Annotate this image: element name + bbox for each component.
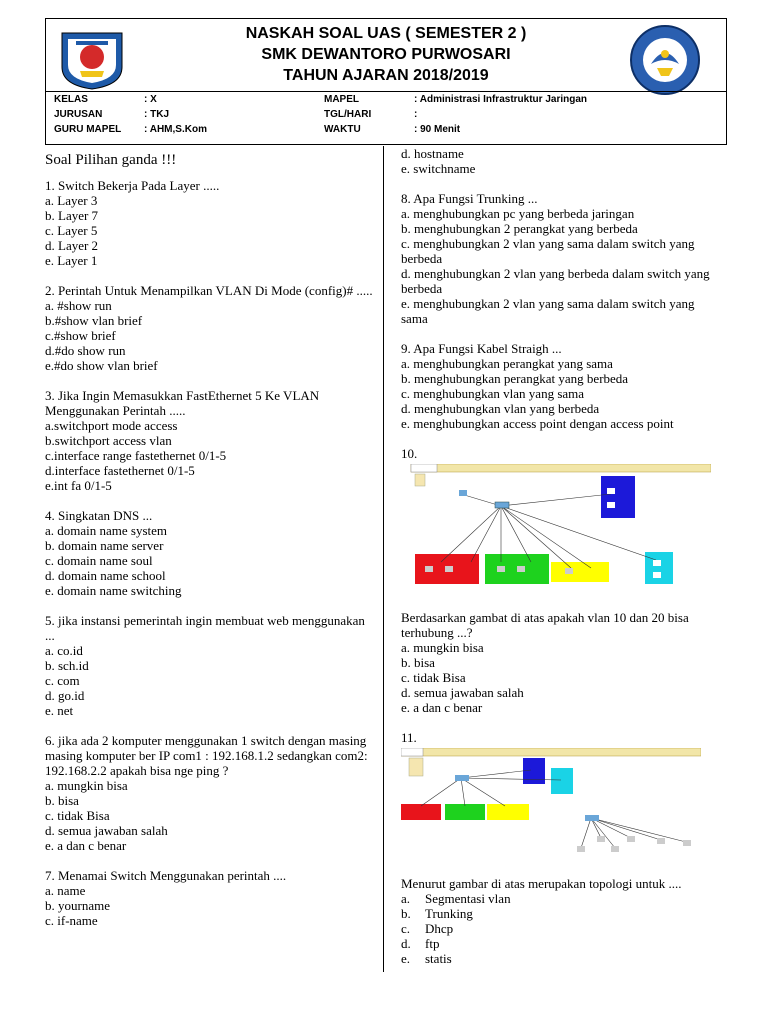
info-table [46, 91, 726, 146]
option: e. menghubungkan access point dengan access point [401, 416, 674, 431]
guru-value: : AHM,S.Kom [144, 124, 207, 135]
option: b. domain name server [45, 538, 164, 553]
option: e. a dan c benar [401, 700, 483, 715]
option: a.switchport mode access [45, 418, 178, 433]
question-3 [45, 388, 377, 493]
question-8 [401, 191, 721, 326]
question-text: 1. Switch Bekerja Pada Layer ..... [45, 178, 220, 193]
option: d. menghubungkan 2 vlan yang berbeda dalam switch yang berbeda [401, 266, 710, 296]
option: e. switchname [401, 161, 476, 176]
jurusan-value: : TKJ [144, 109, 169, 120]
option: c.#show brief [45, 328, 116, 343]
question-text: 5. jika instansi pemerintah ingin membuat web menggunakan ... [45, 613, 365, 643]
title-line-3: TAHUN AJARAN 2018/2019 [283, 67, 489, 84]
question-text: Berdasarkan gambat di atas apakah vlan 10 dan 20 bisa terhubung ...? [401, 610, 689, 640]
option: d. Layer 2 [45, 238, 99, 253]
option: a. menghubungkan perangkat yang sama [401, 356, 613, 371]
option: a. mungkin bisa [45, 778, 128, 793]
option: a. domain name system [45, 523, 168, 538]
option: a. mungkin bisa [401, 640, 484, 655]
network-topology-icon [401, 748, 701, 858]
tut-wuri-handayani-icon [629, 24, 701, 96]
left-column [45, 146, 377, 928]
option: d. go.id [45, 688, 85, 703]
option: e. domain name switching [45, 583, 182, 598]
option: b. Layer 7 [45, 208, 99, 223]
option: a. menghubungkan pc yang berbeda jaringan [401, 206, 635, 221]
question-9 [401, 341, 721, 431]
question-text: 6. jika ada 2 komputer menggunakan 1 switch dengan masing masing komputer ber IP com1 : 192.168.1.2 sedangkan com2: 192.168.2.2 apakah bisa nge ping ? [45, 733, 368, 778]
option: b. yourname [45, 898, 110, 913]
option: c. Layer 5 [45, 223, 98, 238]
mapel-label: MAPEL [324, 94, 359, 105]
question-number: 10. [401, 446, 418, 461]
option: d. hostname [401, 146, 464, 161]
tgl-label: TGL/HARI [324, 109, 372, 120]
option: a. co.id [45, 643, 83, 658]
waktu-value: : 90 Menit [414, 124, 461, 135]
option: e. statis [401, 951, 452, 966]
option: d. semua jawaban salah [45, 823, 168, 838]
option: c. Dhcp [401, 921, 454, 936]
question-7 [45, 868, 377, 928]
option: e.int fa 0/1-5 [45, 478, 112, 493]
section-title: Soal Pilihan ganda !!! [45, 152, 177, 168]
option: d.interface fastethernet 0/1-5 [45, 463, 195, 478]
question-text: 7. Menamai Switch Menggunakan perintah .... [45, 868, 287, 883]
option: c. menghubungkan 2 vlan yang sama dalam switch yang berbeda [401, 236, 695, 266]
question-5 [45, 613, 377, 718]
question-7-continued [401, 146, 721, 176]
option: e. menghubungkan 2 vlan yang sama dalam switch yang sama [401, 296, 695, 326]
option: e. Layer 1 [45, 253, 98, 268]
guru-label: GURU MAPEL [54, 124, 122, 135]
kelas-label: KELAS [54, 94, 88, 105]
option: e. net [45, 703, 74, 718]
question-6 [45, 733, 377, 853]
kelas-value: : X [144, 94, 157, 105]
option: d. ftp [401, 936, 440, 951]
option: b. bisa [45, 793, 79, 808]
option: c.interface range fastethernet 0/1-5 [45, 448, 227, 463]
network-topology-icon [401, 464, 711, 592]
mapel-value: : Administrasi Infrastruktur Jaringan [414, 94, 587, 105]
option: d. domain name school [45, 568, 166, 583]
option: b. Trunking [401, 906, 473, 921]
option: c. com [45, 673, 80, 688]
question-text: Menurut gambar di atas merupakan topologi untuk .... [401, 876, 682, 891]
option: b. sch.id [45, 658, 89, 673]
waktu-label: WAKTU [324, 124, 361, 135]
option: c. menghubungkan vlan yang sama [401, 386, 585, 401]
question-text: 4. Singkatan DNS ... [45, 508, 153, 523]
option: c. tidak Bisa [45, 808, 110, 823]
question-10 [401, 446, 721, 715]
question-text: 3. Jika Ingin Memasukkan FastEthernet 5 Ke VLAN Menggunakan Perintah ..... [45, 388, 320, 418]
option: b. bisa [401, 655, 435, 670]
question-1 [45, 178, 377, 268]
option: c. if-name [45, 913, 98, 928]
question-4 [45, 508, 377, 598]
header-box [45, 18, 727, 145]
option: b.switchport access vlan [45, 433, 172, 448]
question-text: 8. Apa Fungsi Trunking ... [401, 191, 538, 206]
question-number: 11. [401, 730, 417, 745]
option: d. menghubungkan vlan yang berbeda [401, 401, 600, 416]
column-divider [383, 146, 384, 972]
tgl-value: : [414, 109, 418, 120]
jurusan-label: JURUSAN [54, 109, 103, 120]
option: a. name [45, 883, 86, 898]
option: b. menghubungkan 2 perangkat yang berbeda [401, 221, 638, 236]
question-text: 2. Perintah Untuk Menampilkan VLAN Di Mode (config)# ..... [45, 283, 373, 298]
option: b. menghubungkan perangkat yang berbeda [401, 371, 629, 386]
document-title [46, 23, 726, 86]
title-line-2: SMK DEWANTORO PURWOSARI [261, 46, 511, 63]
title-line-1: NASKAH SOAL UAS ( SEMESTER 2 ) [245, 25, 527, 42]
option: c. domain name soul [45, 553, 153, 568]
option: e. a dan c benar [45, 838, 127, 853]
option: c. tidak Bisa [401, 670, 466, 685]
option: d.#do show run [45, 343, 126, 358]
option: a. Layer 3 [45, 193, 98, 208]
option: d. semua jawaban salah [401, 685, 524, 700]
question-text: 9. Apa Fungsi Kabel Straigh ... [401, 341, 562, 356]
option: a. #show run [45, 298, 112, 313]
option: a. Segmentasi vlan [401, 891, 511, 906]
question-2 [45, 283, 377, 373]
option: b.#show vlan brief [45, 313, 143, 328]
option: e.#do show vlan brief [45, 358, 158, 373]
right-column [401, 146, 721, 966]
question-11 [401, 730, 721, 966]
